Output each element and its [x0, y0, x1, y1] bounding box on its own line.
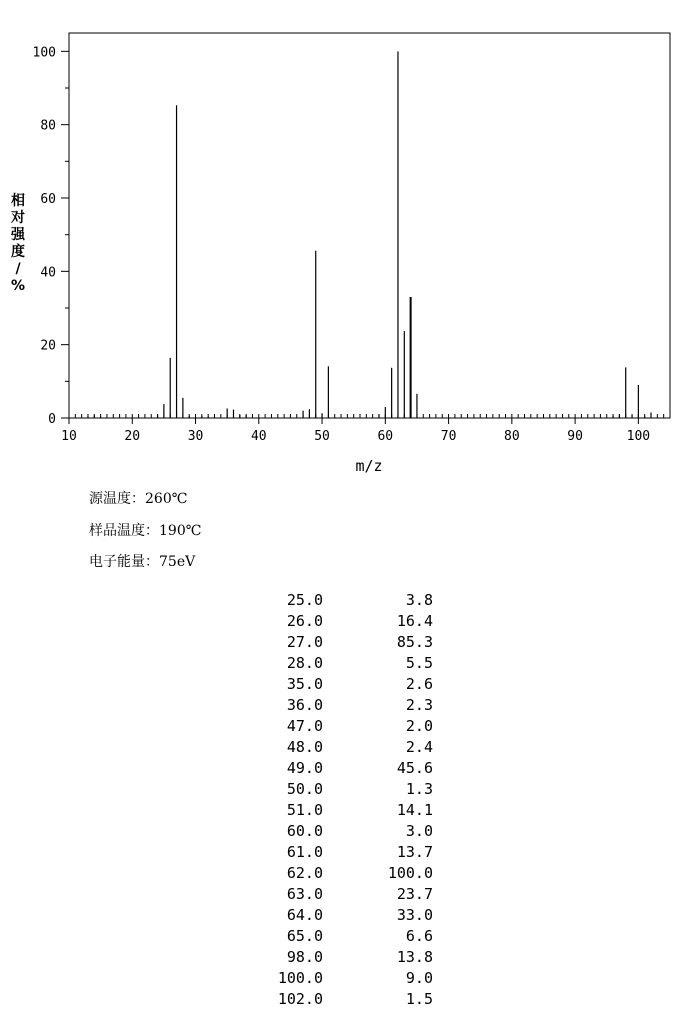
table-row: [250, 905, 433, 926]
y-tick-label: 20: [40, 338, 56, 354]
mz-cell: 48.0: [286, 738, 323, 756]
table-row: [250, 674, 433, 695]
sample-temperature-label: 样品温度：: [89, 523, 159, 539]
intensity-cell: 3.8: [405, 591, 433, 609]
x-tick-label: 40: [250, 429, 267, 444]
mz-cell: 63.0: [286, 885, 323, 903]
mz-cell: 98.0: [286, 948, 323, 966]
intensity-cell: 85.3: [396, 633, 433, 651]
source-temperature-label: 源温度：: [89, 491, 145, 507]
table-row: [250, 737, 433, 758]
table-row: [250, 884, 433, 905]
mz-cell: 65.0: [286, 927, 323, 945]
intensity-cell: 23.7: [396, 885, 433, 903]
table-row: [250, 779, 433, 800]
table-row: [250, 989, 433, 1010]
table-row: [250, 926, 433, 947]
intensity-cell: 6.6: [405, 927, 433, 945]
intensity-cell: 100.0: [387, 864, 433, 882]
x-tick-label: 50: [314, 429, 330, 444]
mz-cell: 64.0: [286, 906, 323, 924]
y-axis-label: [10, 192, 26, 294]
y-tick-label: 80: [40, 118, 56, 134]
table-row: [250, 758, 433, 779]
mz-cell: 27.0: [286, 633, 323, 651]
plot-frame: [69, 33, 670, 418]
sample-temperature-value: 190℃: [159, 523, 202, 539]
x-tick-label: 30: [187, 429, 204, 444]
intensity-cell: 1.5: [405, 990, 433, 1008]
y-tick-label: 0: [48, 412, 56, 427]
electron-energy-label: 电子能量：: [89, 554, 159, 570]
mz-cell: 25.0: [286, 591, 323, 609]
table-row: [250, 968, 433, 989]
mz-cell: 61.0: [286, 843, 323, 861]
mz-cell: 36.0: [286, 696, 323, 714]
electron-energy: [89, 551, 195, 571]
intensity-cell: 2.3: [405, 696, 433, 714]
intensity-cell: 13.7: [396, 843, 433, 861]
y-axis-label-char: %: [10, 278, 26, 294]
table-row: [250, 842, 433, 863]
y-tick-label: 40: [40, 265, 56, 281]
intensity-cell: 2.4: [405, 738, 433, 756]
intensity-cell: 3.0: [405, 822, 433, 840]
x-tick-label: 100: [626, 429, 651, 444]
mz-cell: 50.0: [286, 780, 323, 798]
mz-cell: 28.0: [286, 654, 323, 672]
x-tick-label: 60: [377, 429, 394, 444]
y-axis-label-char: 对: [11, 210, 25, 226]
mz-cell: 26.0: [286, 612, 323, 630]
sample-temperature: [89, 520, 201, 540]
intensity-cell: 5.5: [405, 654, 433, 672]
table-row: [250, 590, 433, 611]
table-row: [250, 653, 433, 674]
mz-cell: 51.0: [286, 801, 323, 819]
x-tick-label: 70: [440, 429, 457, 444]
y-axis-label-char: /: [15, 261, 21, 277]
mz-cell: 102.0: [277, 990, 323, 1008]
y-axis-label-char: 相: [11, 193, 25, 209]
table-row: [250, 716, 433, 737]
intensity-cell: 2.0: [405, 717, 433, 735]
intensity-cell: 1.3: [405, 780, 433, 798]
x-tick-label: 80: [504, 429, 520, 444]
table-row: [250, 611, 433, 632]
x-tick-label: 10: [61, 429, 77, 444]
x-tick-label: 20: [124, 429, 141, 444]
table-row: [250, 632, 433, 653]
table-row: [250, 947, 433, 968]
mz-cell: 62.0: [286, 864, 323, 882]
intensity-cell: 9.0: [405, 969, 433, 987]
table-row: [250, 821, 433, 842]
peak-table: [250, 590, 433, 1010]
y-tick-label: 100: [32, 45, 56, 61]
intensity-cell: 33.0: [396, 906, 433, 924]
table-row: [250, 695, 433, 716]
source-temperature-value: 260℃: [145, 491, 188, 507]
intensity-cell: 13.8: [396, 948, 433, 966]
mz-cell: 49.0: [286, 759, 323, 777]
mz-cell: 35.0: [286, 675, 323, 693]
electron-energy-value: 75eV: [159, 554, 196, 570]
table-row: [250, 800, 433, 821]
y-axis-label-char: 度: [11, 244, 25, 260]
intensity-cell: 16.4: [396, 612, 433, 630]
mass-spectrum-chart: [0, 0, 696, 480]
x-tick-label: 90: [567, 429, 583, 444]
mz-cell: 47.0: [286, 717, 323, 735]
mz-cell: 60.0: [286, 822, 323, 840]
source-temperature: [89, 488, 187, 508]
x-axis-label: m/z: [355, 457, 383, 475]
mz-cell: 100.0: [277, 969, 323, 987]
intensity-cell: 14.1: [396, 801, 433, 819]
y-tick-label: 60: [40, 192, 56, 207]
intensity-cell: 45.6: [396, 759, 433, 777]
table-row: [250, 863, 433, 884]
y-axis-label-char: 强: [11, 227, 25, 243]
intensity-cell: 2.6: [405, 675, 433, 693]
